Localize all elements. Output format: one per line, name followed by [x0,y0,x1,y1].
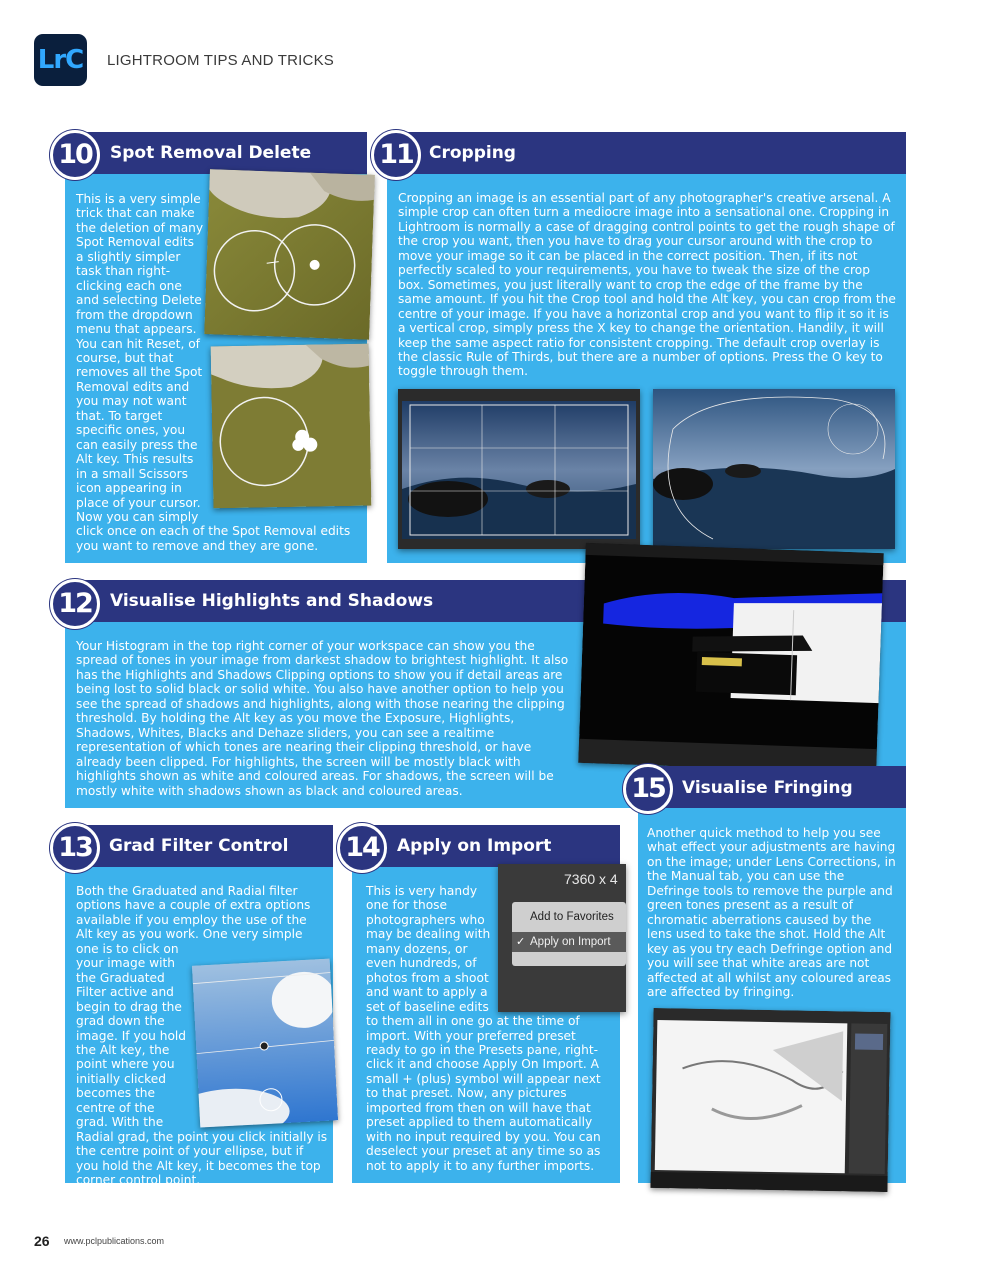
page-number: 26 [34,1233,50,1249]
page-header-title: LIGHTROOM TIPS AND TRICKS [107,52,334,69]
defringe-screenshot [650,1008,890,1192]
defringe-preview-image [650,1008,890,1192]
section-15-text: Another quick method to help you see what effect your adjustments are having on the image; under Lens Corrections, in the Manual tab, you can use the Defringe tools to remove the purple and green tones present as a result of chromatic aberrations caused by the lens used to take the shot. Hold the Alt key as you try each Defringe option and you will see that white areas are not affected at all whilst any coloured areas are affected by fringing. [647,826,896,999]
section-14-title: Apply on Import [397,836,552,856]
crop-screenshot-left [398,389,640,549]
checkmark-icon: ✓ [516,935,526,948]
section-13-number-badge: 13 [50,823,100,873]
section-15-title: Visualise Fringing [682,778,853,798]
section-15-number-badge: 15 [623,764,673,814]
menu-item-add-to-favorites[interactable]: Add to Favorites [530,911,614,923]
section-12-text: Your Histogram in the top right corner of your workspace can show you the spread of tones in your image from darkest shadow to brightest highlight. It also has the Highlights and Shadows Clipping options to show you if detail areas are being lost to solid black or solid white. You also have another option to help you see the spread of shadows and highlights, along with those nearing the clipping threshold. By holding the Alt key as you move the Exposure, Highlights, Shadows, Whites, Blacks and Dehaze sliders, you can see a realtime representation of which tones are nearing their clipping threshold, or have already been clipped. For highlights, the screen will be mostly black with highlights shown as white and coloured areas. For shadows, the screen will be mostly white with shadows shown as black and coloured areas. [76,639,569,798]
section-10-text: This is a very simple trick that can make the deletion of many Spot Removal edits a slightly simpler task than right-clicking each one and selecting Delete from the dropdown menu that appears. You can hit Reset, of course, but that removes all the Spot Removal edits and you may not want that. To target specific ones, you can easily press the Alt key. This results in a small Scissors icon appearing in place of your cursor. Now you can simply click once on each of the Spot Removal edits you want to remove and they are gone. [76,192,366,553]
section-10-title: Spot Removal Delete [110,143,312,163]
lightroom-classic-logo: LrC [34,34,87,86]
menu-item-apply-on-import[interactable]: Apply on Import [530,936,611,948]
image-dimensions-label: 7360 x 4 [564,871,618,887]
section-10-text-col [76,192,366,553]
text-wrap-spacer [188,956,328,1128]
section-14-text: This is very handy one for those photographers who may be dealing with many dozens, or even hundreds, of photos from a shoot and want to apply a set of baseline edits to them all in one go at the time of import. With your preferred preset ready to go in the Presets pane, right-click it and choose Apply On Import. A small + (plus) symbol will appear next to that preset. Now, any pictures imported from then on will have that preset applied to them automatically with no input required by you. You can deselect your preset at any time so as not to apply it to any further imports. [366,884,612,1173]
section-11-number-badge: 11 [371,130,421,180]
text-wrap-spacer [327,884,328,956]
section-10-number-badge: 10 [50,130,100,180]
text-wrap-spacer [204,192,366,518]
clipping-screenshot [578,543,883,773]
text-wrap-spacer [500,884,612,1014]
section-11-title: Cropping [429,143,516,163]
footer-url: www.pclpublications.com [64,1236,165,1246]
section-13-text: Both the Graduated and Radial filter options have a couple of extra options available if you employ the use of the Alt key as you work. One very simple one is to click on your image with the Graduated Filter active and begin to drag the grad down the image. If you hold the Alt key, the point where you initially clicked becomes the centre of the grad. With the Radial grad, the point you click initially is the centre point of your ellipse, but if you hold the Alt key, it becomes the top corner control point. [76,884,328,1188]
crop-overlay-image [398,389,640,549]
crop-screenshot-right [653,389,895,549]
section-11-text: Cropping an image is an essential part of any photographer's creative arsenal. A simple crop can often turn a mediocre image into a sensational one. Cropping in Lightroom is normally a case of dragging control points to get the rough shape of the crop you want, then you have to drag your cursor around with the crop to move your image so it can be placed in the correct position. Then, if its not perfectly scaled to your requirements, you have to tweak the size of the crop box. Sometimes, you just literally want to crop the edge of the frame by the same amount. If you hit the Crop tool and hold the Alt key, you can crop from the centre of your image. If you have a horizontal crop and you want to flip it so it is a vertical crop, simply press the X key to change the orientation. Handily, it will keep the same aspect ratio for consistent cropping. The default crop overlay is the classic Rule of Thirds, but there are a number of options. Press the O key to toggle through them. [398,191,896,379]
highlight-clipping-image [578,543,883,773]
golden-spiral-overlay-image [653,389,895,549]
section-13-title: Grad Filter Control [109,836,289,856]
section-12-title: Visualise Highlights and Shadows [110,591,434,611]
section-14-number-badge: 14 [337,823,387,873]
section-12-number-badge: 12 [50,579,100,629]
